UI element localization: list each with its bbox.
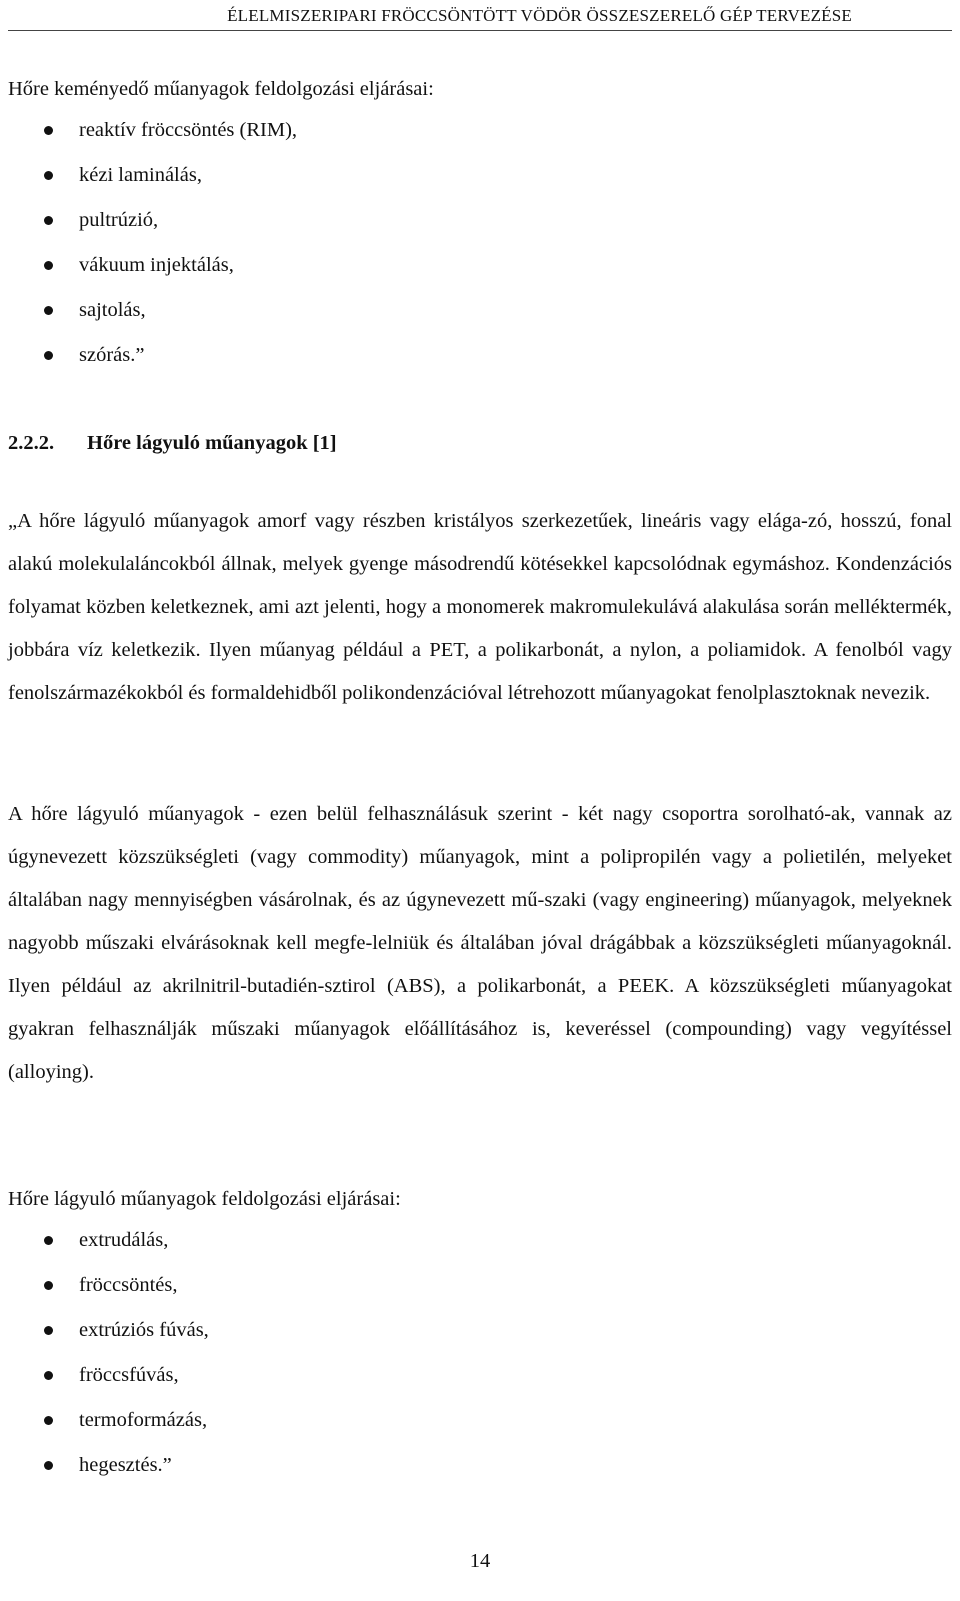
list-item: hegesztés.” bbox=[8, 1443, 952, 1488]
thermoset-process-list bbox=[8, 108, 952, 378]
bullet-icon bbox=[44, 1461, 53, 1470]
bullet-icon bbox=[44, 171, 53, 180]
paragraph: A hőre lágyuló műanyagok - ezen belül felhasználásuk szerint - két nagy csoportra sorolható-ak, vannak az úgynevezett közszükségleti (vagy commodity) műanyagok, mint a polipropilén vagy a polietilén, melyeket általában nagy mennyiségben vásárolnak, és az úgynevezett mű-szaki (vagy engineering) műanyagok, melyeknek nagyobb műszaki elvárásoknak kell megfe-lelniük és általában jóval drágábbak a közszükségleti műanyagoknál. Ilyen például az akrilnitril-butadién-sztirol (ABS), a polikarbonát, a PEEK. A közszükségleti műanyagokat gyakran felhasználják műszaki műanyagok előállításához is, keveréssel (compounding) vagy vegyítéssel (alloying). bbox=[8, 803, 952, 1083]
list-item: extrúziós fúvás, bbox=[8, 1308, 952, 1353]
document-title: ÉLELMISZERIPARI FRÖCCSÖNTÖTT VÖDÖR ÖSSZESZERELŐ GÉP TERVEZÉSE bbox=[227, 6, 852, 25]
running-header bbox=[8, 4, 952, 31]
bullet-icon bbox=[44, 1371, 53, 1380]
section-number: 2.2.2. bbox=[8, 432, 55, 454]
list-item: pultrúzió, bbox=[8, 198, 952, 243]
bullet-icon bbox=[44, 126, 53, 135]
bullet-icon bbox=[44, 1326, 53, 1335]
list-item: szórás.” bbox=[8, 333, 952, 378]
list-item: kézi laminálás, bbox=[8, 153, 952, 198]
bullet-icon bbox=[44, 1236, 53, 1245]
section-title: Hőre lágyuló műanyagok [1] bbox=[87, 432, 337, 454]
list-item: fröccsöntés, bbox=[8, 1263, 952, 1308]
bullet-icon bbox=[44, 261, 53, 270]
list-item: sajtolás, bbox=[8, 288, 952, 333]
list-item: fröccsfúvás, bbox=[8, 1353, 952, 1398]
list-item: vákuum injektálás, bbox=[8, 243, 952, 288]
section-heading bbox=[8, 428, 337, 458]
bullet-icon bbox=[44, 1416, 53, 1425]
list-item: extrudálás, bbox=[8, 1218, 952, 1263]
page-number: 14 bbox=[469, 1550, 491, 1572]
thermoplastic-lead: Hőre lágyuló műanyagok feldolgozási eljárásai: bbox=[8, 1188, 401, 1210]
bullet-icon bbox=[44, 1281, 53, 1290]
bullet-icon bbox=[44, 351, 53, 360]
bullet-icon bbox=[44, 306, 53, 315]
thermoset-lead: Hőre keményedő műanyagok feldolgozási eljárásai: bbox=[8, 78, 434, 100]
list-item: reaktív fröccsöntés (RIM), bbox=[8, 108, 952, 153]
list-item: termoformázás, bbox=[8, 1398, 952, 1443]
paragraph: „A hőre lágyuló műanyagok amorf vagy részben kristályos szerkezetűek, lineáris vagy elága-zó, hosszú, fonal alakú molekulaláncokból állnak, melyek gyenge másodrendű kötésekkel kapcsolódnak egymáshoz. Kondenzációs folyamat közben keletkeznek, ami azt jelenti, hogy a monomerek makromulekulává alakulása során melléktermék, jobbára víz keletkezik. Ilyen műanyag például a PET, a polikarbonát, a nylon, a poliamidok. A fenolból vagy fenolszármazékokból és formaldehidből polikondenzációval létrehozott műanyagokat fenolplasztoknak nevezik. bbox=[8, 510, 952, 704]
bullet-icon bbox=[44, 216, 53, 225]
thermoplastic-process-list bbox=[8, 1218, 952, 1488]
